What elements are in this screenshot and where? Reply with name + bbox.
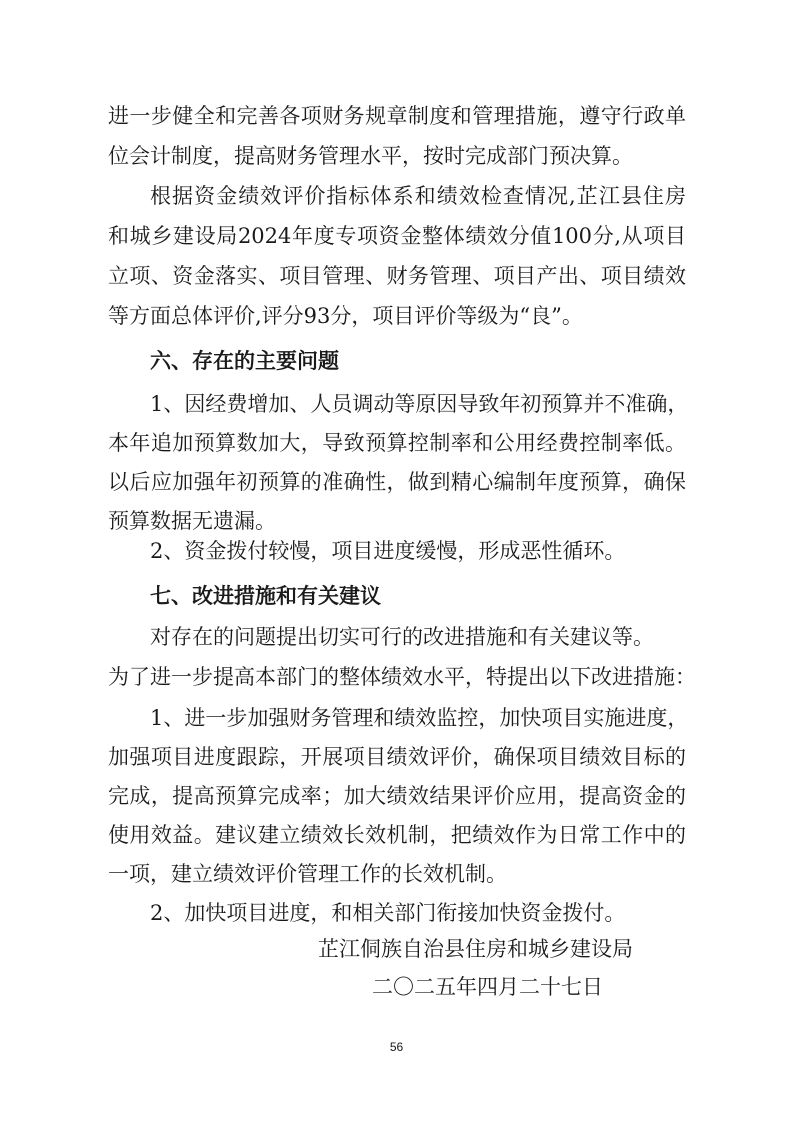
- para2-line3: 立项、资金落实、项目管理、财务管理、项目产出、项目绩效: [108, 264, 686, 288]
- section7-item1-line3: 完成，提高预算完成率；加大绩效结果评价应用，提高资金的: [108, 784, 686, 808]
- section7-item1-line4: 使用效益。建议建立绩效长效机制，把绩效作为日常工作中的: [108, 823, 686, 847]
- para1-line2: 位会计制度，提高财务管理水平，按时完成部门预决算。: [108, 144, 633, 168]
- signature-organization: 芷江侗族自治县住房和城乡建设局: [318, 937, 633, 961]
- section7-item1-line5: 一项，建立绩效评价管理工作的长效机制。: [108, 862, 507, 886]
- para2-line1: 根据资金绩效评价指标体系和绩效检查情况,芷江县住房: [150, 184, 686, 208]
- section7-intro1: 对存在的问题提出切实可行的改进措施和有关建议等。: [150, 625, 654, 649]
- section7-item2: 2、加快项目进度，和相关部门衔接加快资金拨付。: [150, 901, 626, 925]
- section6-heading: 六、存在的主要问题: [150, 349, 339, 373]
- section6-item1-line1: 1、因经费增加、人员调动等原因导致年初预算并不准确，: [150, 392, 689, 416]
- section7-intro2: 为了进一步提高本部门的整体绩效水平，特提出以下改进措施：: [108, 665, 696, 689]
- section6-item1-line2: 本年追加预算数加大，导致预算控制率和公用经费控制率低。: [108, 431, 686, 455]
- section7-heading: 七、改进措施和有关建议: [150, 584, 381, 608]
- para1-line1: 进一步健全和完善各项财务规章制度和管理措施，遵守行政单: [108, 104, 686, 128]
- section7-item1-line2: 加强项目进度跟踪，开展项目绩效评价，确保项目绩效目标的: [108, 745, 686, 769]
- page-number: 56: [389, 1040, 404, 1054]
- para2-line2: 和城乡建设局2024年度专项资金整体绩效分值100分,从项目: [108, 224, 686, 248]
- signature-date: 二〇二五年四月二十七日: [372, 975, 603, 999]
- section6-item1-line3: 以后应加强年初预算的准确性，做到精心编制年度预算，确保: [108, 470, 686, 494]
- section6-item1-line4: 预算数据无遗漏。: [108, 509, 276, 533]
- section7-item1-line1: 1、进一步加强财务管理和绩效监控，加快项目实施进度，: [150, 706, 689, 730]
- section6-item2: 2、资金拨付较慢，项目进度缓慢，形成恶性循环。: [150, 539, 626, 563]
- para2-line4: 等方面总体评价,评分93分，项目评价等级为“良”。: [108, 304, 583, 328]
